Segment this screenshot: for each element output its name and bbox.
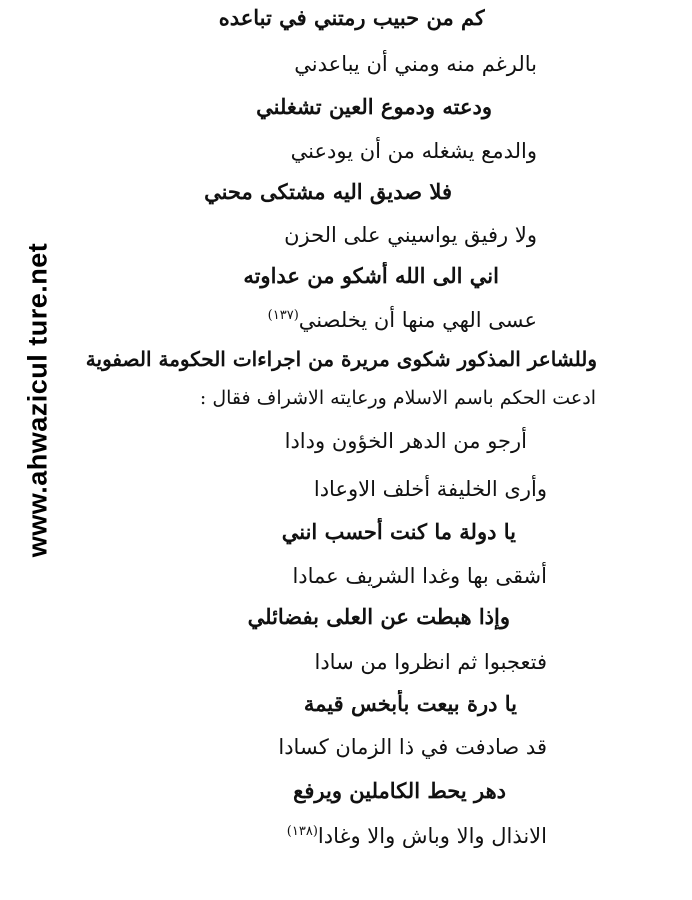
verse-line-15	[304, 690, 517, 720]
verse-text: الانذال والا وباش والا وغادا	[317, 824, 547, 848]
verse-line-1	[219, 4, 485, 34]
footnote-marker: (١٣٧)	[267, 308, 299, 323]
verse-line-8	[268, 302, 537, 332]
verse-text: بالرغم منه ومني أن يباعدني	[294, 52, 537, 76]
prose-line-2	[200, 384, 596, 414]
verse-text: دهر يحط الكاملين ويرفع	[293, 778, 506, 803]
verse-line-7	[243, 262, 499, 292]
verse-line-16	[278, 733, 547, 763]
verse-text: وأرى الخليفة أخلف الاوعادا	[313, 477, 547, 501]
verse-line-9	[285, 427, 527, 457]
verse-text: فتعجبوا ثم انظروا من سادا	[314, 650, 547, 674]
verse-text: يا درة بيعت بأبخس قيمة	[303, 691, 517, 716]
verse-line-14	[315, 648, 548, 678]
verse-line-5	[204, 178, 452, 208]
verse-text: قد صادفت في ذا الزمان كسادا	[278, 735, 547, 759]
prose-line-1	[86, 345, 597, 375]
verse-line-4	[291, 137, 537, 167]
verse-text: عسى الهي منها أن يخلصني	[298, 308, 537, 332]
site-watermark: www.ahwazicul ture.net	[22, 242, 53, 558]
verse-line-17	[293, 777, 506, 807]
verse-line-2	[294, 50, 537, 80]
verse-text: يا دولة ما كنت أحسب انني	[281, 519, 516, 544]
verse-text: وإذا هبطت عن العلى بفضائلي	[247, 604, 510, 629]
prose-text: ادعت الحكم باسم الاسلام ورعايته الاشراف فقال :	[199, 387, 596, 409]
verse-text: أشقى بها وغدا الشريف عمادا	[292, 564, 547, 588]
verse-line-10	[314, 475, 547, 505]
verse-text: والدمع يشغله من أن يودعني	[290, 139, 537, 163]
verse-line-11	[282, 518, 516, 548]
verse-text: ولا رفيق يواسيني على الحزن	[284, 223, 537, 247]
verse-text: أرجو من الدهر الخؤون ودادا	[284, 429, 527, 453]
verse-line-13	[248, 603, 510, 633]
verse-text: كم من حبيب رمتني في تباعده	[218, 5, 485, 30]
verse-text: اني الى الله أشكو من عداوته	[243, 263, 499, 288]
verse-text: فلا صديق اليه مشتكى محني	[204, 179, 452, 204]
verse-line-12	[292, 562, 547, 592]
verse-line-6	[284, 221, 537, 251]
verse-line-18	[287, 818, 547, 848]
verse-line-3	[256, 93, 492, 123]
prose-text: وللشاعر المذكور شكوى مريرة من اجراءات الحكومة الصفوية	[85, 347, 597, 371]
footnote-marker: (١٣٨)	[286, 824, 318, 839]
verse-text: ودعته ودموع العين تشغلني	[256, 94, 492, 119]
